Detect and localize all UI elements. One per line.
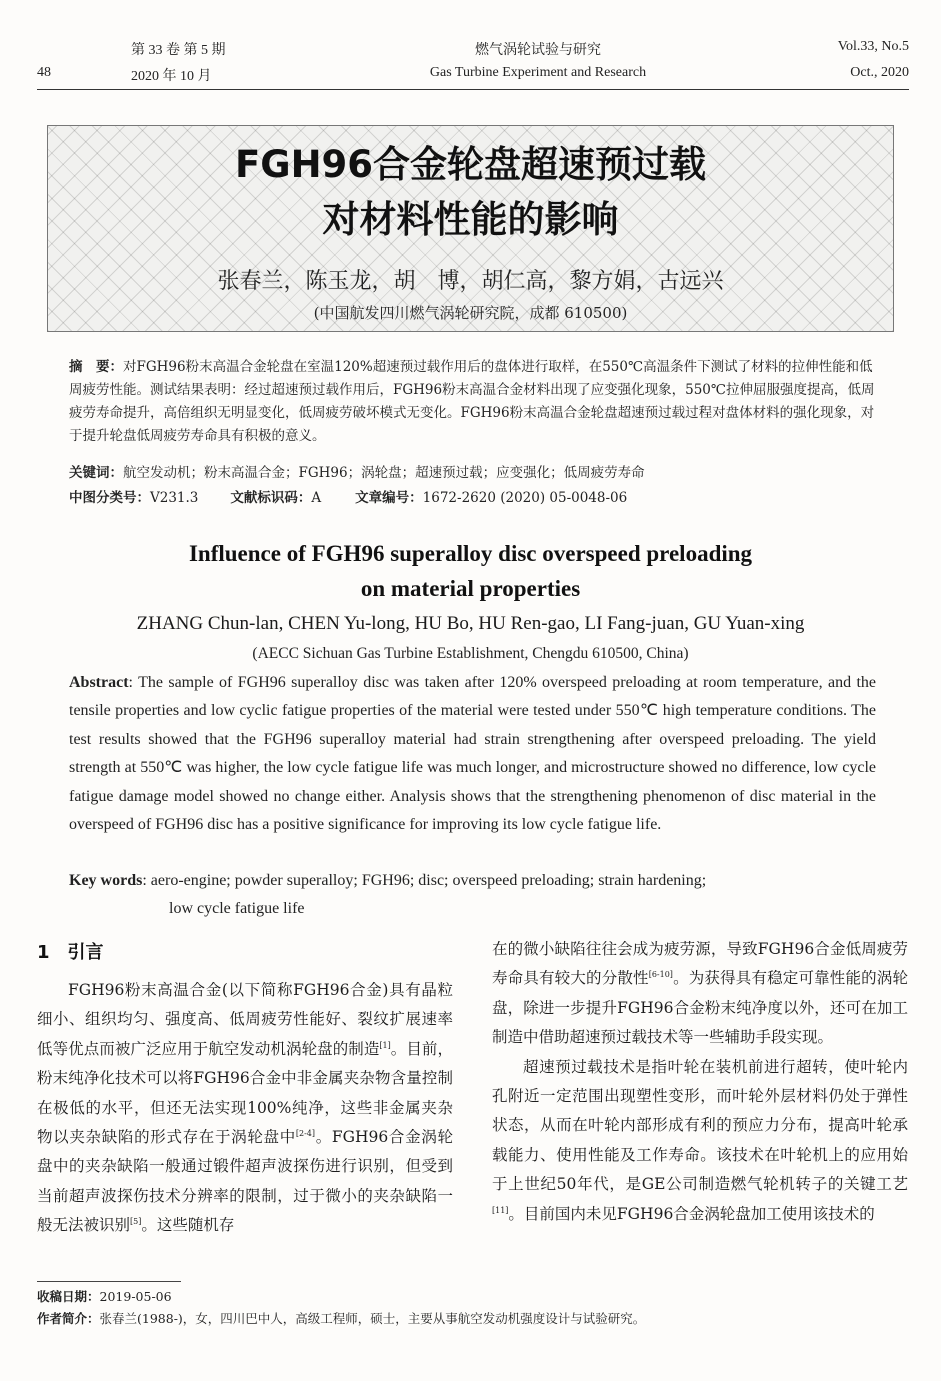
page-number: 48 [37,65,51,80]
paragraph [492,1053,908,1229]
section-heading: 1 引言 [37,942,104,963]
paragraph-text: 。目前国内未见FGH96合金涡轮盘加工使用该技术的 [508,1204,875,1223]
citation: [5] [130,1217,142,1227]
paragraph-text: FGH96粉末高温合金(以下简称FGH96合金)具有晶粒细小、组织均匀、强度高、低周疲劳性能好、裂纹扩展速率低等优点而被广泛应用于航空发动机涡轮盘的制造 [37,981,453,1058]
keywords-en-line2: low cycle fatigue life [169,900,305,917]
keywords-cn [69,461,645,481]
affiliation-cn: (中国航发四川燃气涡轮研究院，成都 610500) [313,304,628,322]
keywords-en-sep: : [142,872,151,889]
keywords-en-line1: aero-engine; powder superalloy; FGH96; disc; overspeed preloading; strain hardening; [150,872,707,889]
author-bio-value: 张春兰(1988-)，女，四川巴中人，高级工程师，硕士，主要从事航空发动机强度设计与试验研究。 [99,1311,646,1326]
date-cn: 2020 年 10 月 [131,69,212,84]
paragraph-text: 。目前，粉末纯净化技术可以将FGH96合金中非金属夹杂物含量控制在极低的水平，但还无法实现100%纯净，这些非金属夹杂物以夹杂缺陷的形式存在于涡轮盘中 [37,1039,453,1147]
paragraph-text: 超速预过载技术是指叶轮在装机前进行超转，使叶轮内孔附近一定范围出现塑性变形，而叶轮外层材料仍处于弹性状态，从而在叶轮内部形成有利的预应力分布，提高叶轮承载能力、使用性能及工作寿命。该技术在叶轮机上的应用始于上世纪50年代，是GE公司制造燃气轮机转子的关键工艺 [492,1057,908,1194]
received-date-label: 收稿日期： [37,1289,100,1304]
title-cn-line2: 对材料性能的影响 [322,198,619,241]
abstract-cn-text: 对FGH96粉末高温合金轮盘在室温120%超速预过载作用后的盘体进行取样，在550℃高温条件下测试了材料的拉伸性能和低周疲劳性能。测试结果表明：经过超速预过载作用后，FGH96粉末高温合金材料出现了应变强化现象，550℃拉伸屈服强度提高，低周疲劳寿命提升，高倍组织无明显变化，低周疲劳破坏模式无变化。FGH96粉末高温合金轮盘超速预过载过程对盘体材料的强化现象，对于提升轮盘低周疲劳寿命具有积极的意义。 [69,359,875,444]
authors-cn: 张春兰，陈玉龙，胡 博，胡仁高，黎方娟，古远兴 [217,269,724,294]
abstract-en [69,669,876,839]
keywords-cn-text: 航空发动机；粉末高温合金；FGH96；涡轮盘；超速预过载；应变强化；低周疲劳寿命 [123,465,645,481]
right-column [492,935,908,1229]
affiliation-en: (AECC Sichuan Gas Turbine Establishment, Chengdu 610500, China) [252,645,689,662]
classification-row [69,486,627,506]
received-date [37,1287,172,1305]
volume-issue-cn: 第 33 卷 第 5 期 [131,43,226,58]
citation: [11] [492,1205,509,1215]
paragraph-text: 。这些随机存 [141,1216,235,1235]
article-number-label: 文章编号： [355,490,423,506]
journal-name-cn: 燃气涡轮试验与研究 [475,43,601,58]
keywords-cn-label: 关键词： [69,465,123,481]
keywords-en [69,867,879,923]
article-number-value: 1672-2620 (2020) 05-0048-06 [422,490,628,506]
date-en: Oct., 2020 [850,65,909,80]
abstract-en-label: Abstract [69,674,129,691]
abstract-en-text: The sample of FGH96 superalloy disc was taken after 120% overspeed preloading at room temperature, and the tensile properties and low cyclic fatigue properties of the material were tested under 550℃ high temperature conditions. The test results showed that the FGH96 superalloy material had strain strengthening after overspeed preloading. The yield strength at 550℃ was higher, the low cycle fatigue life was much longer, and microstructure showed no difference, low cycle fatigue damage model showed no change either. Analysis shows that the strengthening phenomenon of disc material in the overspeed of FGH96 disc has a positive significance for improving its low cycle fatigue life. [69,674,877,834]
doc-code-label: 文献标识码： [230,490,312,506]
paragraph-text: 。FGH96合金涡轮盘中的夹杂缺陷一般通过锻件超声波探伤进行识别，但受到当前超声波探伤技术分辨率的限制，过于微小的夹杂缺陷一般无法被识别 [37,1128,453,1235]
abstract-en-sep: : [128,674,139,691]
title-en-line2: on material properties [360,576,581,601]
paragraph-text: 在的微小缺陷往往会成为疲劳源，导致FGH96合金低周疲劳寿命具有较大的分散性 [492,940,908,988]
author-bio [37,1309,645,1327]
volume-issue-en: Vol.33, No.5 [837,39,909,54]
paragraph-text: 。为获得具有稳定可靠性能的涡轮盘，除进一步提升FGH96合金粉末纯净度以外，还可在加工制造中借助超速预过载技术等一些辅助手段实现。 [492,969,908,1047]
citation: [2-4] [295,1128,316,1138]
authors-en: ZHANG Chun-lan, CHEN Yu-long, HU Bo, HU Ren-gao, LI Fang-juan, GU Yuan-xing [136,613,805,634]
citation: [1] [379,1040,391,1050]
header-rule [37,89,909,90]
received-date-value: 2019-05-06 [99,1289,172,1304]
paragraph [492,935,908,1053]
clc-value: V231.3 [150,490,199,506]
keywords-en-label: Key words [69,872,143,889]
journal-name-en: Gas Turbine Experiment and Research [429,65,647,80]
left-column [37,976,453,1241]
title-en-line1: Influence of FGH96 superalloy disc overspeed preloading [188,541,753,566]
citation: [6-10] [648,970,673,980]
clc-label: 中图分类号： [69,490,150,506]
paragraph [37,976,453,1241]
abstract-cn-label: 摘 要： [69,359,123,375]
abstract-cn [69,356,879,448]
footnote-rule [37,1281,181,1282]
doc-code-value: A [311,490,322,506]
title-cn-line1: FGH96合金轮盘超速预过载 [234,143,707,186]
author-bio-label: 作者简介： [37,1311,100,1326]
